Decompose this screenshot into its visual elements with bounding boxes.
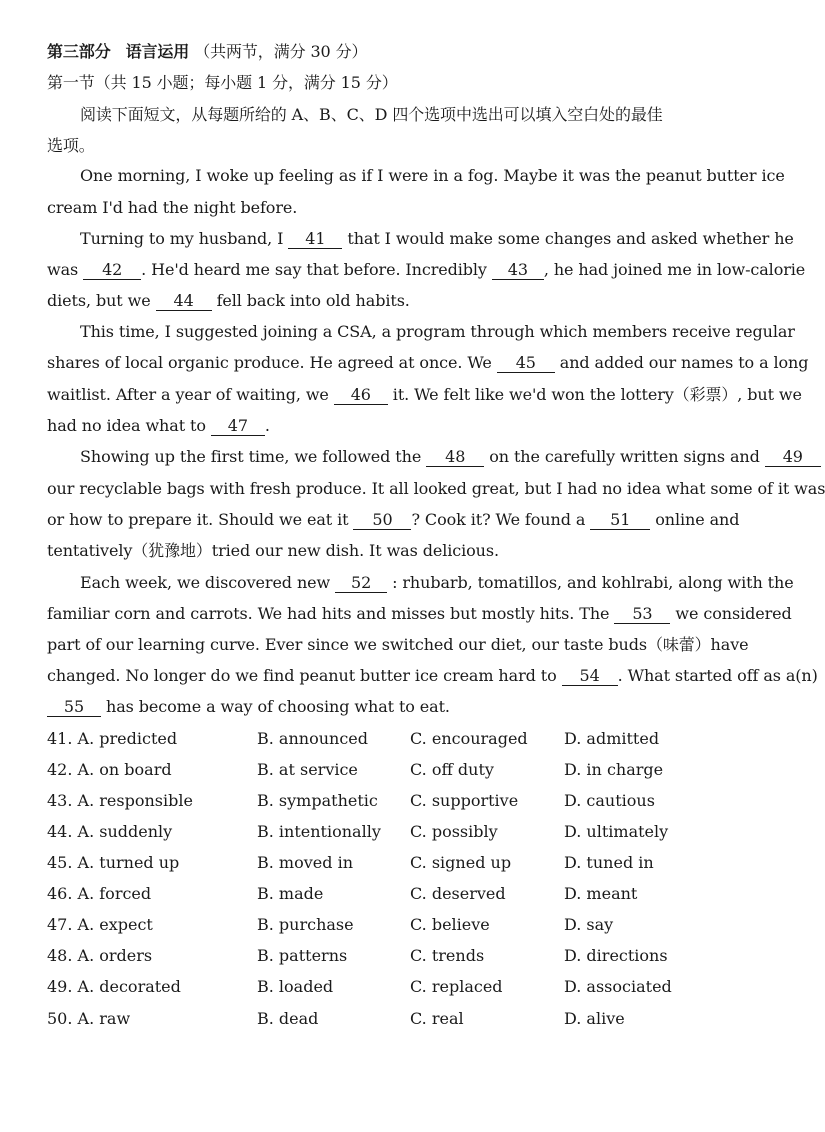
option-b: B. at service	[257, 760, 358, 779]
option-d: D. meant	[564, 884, 638, 903]
option-d: D. in charge	[564, 760, 664, 779]
passage-line	[80, 228, 794, 250]
option-a: 48. A. orders	[47, 946, 153, 965]
blank-44: 44	[156, 292, 212, 311]
option-c: C. replaced	[410, 977, 503, 996]
option-b: B. made	[257, 884, 324, 903]
option-c: C. real	[410, 1009, 464, 1028]
instruction-line-2: 选项。	[47, 136, 95, 155]
option-a: 41. A. predicted	[47, 729, 178, 748]
option-c: C. trends	[410, 946, 485, 965]
passage-text: we considered	[675, 604, 792, 623]
passage-text: : rhubarb, tomatillos, and kohlrabi, along with the	[392, 573, 794, 592]
passage-text: ? Cook it? We found a	[411, 510, 586, 529]
part-heading	[47, 41, 747, 63]
option-d: D. directions	[564, 946, 668, 965]
instruction-line-1: 阅读下面短文，从每题所给的 A、B、C、D 四个选项中选出可以填入空白处的最佳	[80, 105, 663, 124]
option-b: B. announced	[257, 729, 368, 748]
option-b: B. loaded	[257, 977, 334, 996]
option-c: C. deserved	[410, 884, 506, 903]
passage-line: tentatively（犹豫地）tried our new dish. It was delicious.	[47, 541, 499, 560]
blank-54: 54	[562, 667, 618, 686]
blank-47: 47	[211, 417, 265, 436]
option-b: B. sympathetic	[257, 791, 378, 810]
option-a: 47. A. expect	[47, 915, 153, 934]
passage-text: Turning to my husband, I	[80, 229, 284, 248]
passage-text: waitlist. After a year of waiting, we	[47, 385, 329, 404]
blank-49: 49	[765, 448, 821, 467]
blank-55: 55	[47, 698, 101, 717]
passage-text: fell back into old habits.	[216, 291, 410, 310]
blank-45: 45	[497, 354, 555, 373]
option-b: B. purchase	[257, 915, 354, 934]
passage-text: . What started off as a(n)	[617, 666, 818, 685]
passage-line: This time, I suggested joining a CSA, a program through which members receive regular	[80, 322, 795, 341]
passage-text: on the carefully written signs and	[489, 447, 760, 466]
passage-line	[47, 259, 806, 281]
option-d: D. ultimately	[564, 822, 669, 841]
passage-text: Each week, we discovered new	[80, 573, 331, 592]
passage-text: that I would make some changes and asked whether he	[347, 229, 794, 248]
blank-46: 46	[334, 386, 388, 405]
passage-line: part of our learning curve. Ever since we switched our diet, our taste buds（味蕾）have	[47, 635, 749, 654]
passage-line: cream I'd had the night before.	[47, 198, 298, 217]
passage-line: One morning, I woke up feeling as if I were in a fog. Maybe it was the peanut butter ice	[80, 166, 785, 185]
blank-50: 50	[353, 511, 411, 530]
option-a: 45. A. turned up	[47, 853, 180, 872]
option-a: 43. A. responsible	[47, 791, 193, 810]
passage-text: it. We felt like we'd won the lottery（彩票）, but we	[392, 385, 802, 404]
passage-text: changed. No longer do we find peanut butter ice cream hard to	[47, 666, 557, 685]
option-d: D. admitted	[564, 729, 660, 748]
option-c: C. possibly	[410, 822, 498, 841]
option-c: C. signed up	[410, 853, 512, 872]
section-title: 第一节（共 15 小题；每小题 1 分，满分 15 分）	[47, 73, 398, 92]
passage-text: online and	[655, 510, 740, 529]
passage-text: had no idea what to	[47, 416, 206, 435]
passage-text: diets, but we	[47, 291, 151, 310]
blank-52: 52	[335, 574, 387, 593]
option-a: 46. A. forced	[47, 884, 152, 903]
option-c: C. supportive	[410, 791, 519, 810]
option-b: B. intentionally	[257, 822, 381, 841]
option-d: D. associated	[564, 977, 672, 996]
blank-51: 51	[590, 511, 650, 530]
blank-53: 53	[614, 605, 670, 624]
option-b: B. moved in	[257, 853, 353, 872]
passage-text: . He'd heard me say that before. Incredibly	[141, 260, 487, 279]
option-b: B. patterns	[257, 946, 348, 965]
part-subtitle: 语言运用	[125, 42, 190, 61]
passage-line	[80, 572, 794, 594]
passage-text: or how to prepare it. Should we eat it	[47, 510, 349, 529]
passage-line	[47, 696, 747, 718]
part-note: （共两节，满分 30 分）	[194, 42, 368, 61]
passage-text: , he had joined me in low-calorie	[543, 260, 806, 279]
option-d: D. tuned in	[564, 853, 654, 872]
option-b: B. dead	[257, 1009, 319, 1028]
passage-line: our recyclable bags with fresh produce. It all looked great, but I had no idea what some of it was	[47, 479, 825, 498]
blank-48: 48	[426, 448, 484, 467]
option-a: 50. A. raw	[47, 1009, 131, 1028]
blank-43: 43	[492, 261, 544, 280]
passage-line	[47, 384, 802, 406]
blank-42: 42	[83, 261, 141, 280]
passage-text: .	[264, 416, 270, 435]
part-title: 第三部分	[47, 42, 111, 61]
option-d: D. say	[564, 915, 614, 934]
passage-line	[47, 352, 809, 374]
option-c: C. encouraged	[410, 729, 528, 748]
blank-41: 41	[288, 230, 342, 249]
option-a: 44. A. suddenly	[47, 822, 173, 841]
option-c: C. off duty	[410, 760, 494, 779]
passage-text: familiar corn and carrots. We had hits and misses but mostly hits. The	[47, 604, 610, 623]
passage-line	[47, 290, 747, 312]
option-a: 42. A. on board	[47, 760, 172, 779]
passage-text: Showing up the first time, we followed the	[80, 447, 422, 466]
passage-line	[80, 446, 803, 468]
option-a: 49. A. decorated	[47, 977, 181, 996]
passage-text: shares of local organic produce. He agreed at once. We	[47, 353, 492, 372]
option-d: D. alive	[564, 1009, 625, 1028]
passage-text: has become a way of choosing what to eat.	[106, 697, 450, 716]
passage-line	[47, 509, 747, 531]
passage-line	[47, 603, 792, 625]
passage-text: and added our names to a long	[559, 353, 809, 372]
passage-line	[47, 415, 747, 437]
option-d: D. cautious	[564, 791, 655, 810]
passage-text: was	[47, 260, 79, 279]
passage-line	[47, 665, 818, 687]
option-c: C. believe	[410, 915, 490, 934]
